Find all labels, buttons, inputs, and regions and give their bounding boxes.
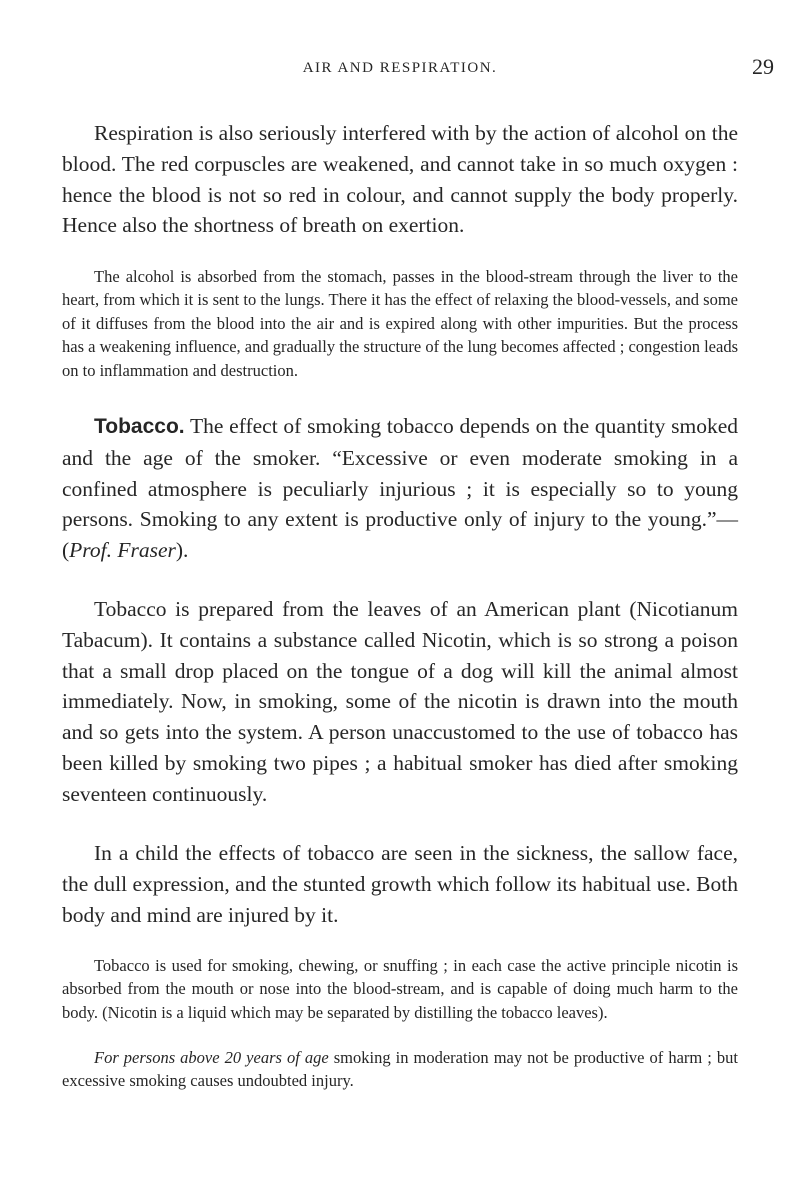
- paragraph-child-effects: In a child the effects of tobacco are seen in the sickness, the sallow face, the dull expression, and the stunted growth which follow its habitual use. Both body and mind are injured by it.: [62, 841, 738, 927]
- paragraph-alcohol-lungs: The alcohol is absorbed from the stomach, passes in the blood-stream through the liver to the heart, from which it is sent to the lungs. There it has the effect of relaxing the blood-vessels, and some of it diffuses from the blood into the air and is expired along with other impurities. But the process has a weakening influence, and gradually the structure of the lung becomes affected ; congestion leads on to inflammation and destruction.: [62, 267, 738, 380]
- paragraph-nicotin: Tobacco is prepared from the leaves of an American plant (Nicotianum Tabacum). It contains a substance called Nicotin, which is so strong a poison that a small drop placed on the tongue of a dog will kill the animal almost immediately. Now, in smoking, some of the nicotin is drawn into the mouth and so gets into the system. A person unaccustomed to the use of tobacco has been killed by smoking two pipes ; a habitual smoker has died after smoking seventeen continuously.: [62, 597, 738, 806]
- tobacco-intro-text: The effect of smoking tobacco depends on the quantity smoked and the age of the smoker. “Excessive or even moderate smoking in a confined atmosphere is peculiarly injurious ; it is especially so to young persons. Smoking to any extent is productive only of injury to the young.”—(: [62, 414, 738, 563]
- paragraph-tobacco-intro: [62, 411, 738, 566]
- running-title: AIR AND RESPIRATION.: [302, 60, 498, 76]
- adults-lead: For persons above 20 years of age: [94, 1048, 329, 1067]
- citation-close: ).: [175, 538, 189, 563]
- page-number: 29: [752, 54, 774, 79]
- citation: Prof. Fraser: [69, 538, 176, 563]
- paragraph-adults: [62, 1046, 738, 1093]
- adults-text: smoking in moderation may not be productive of harm ; but excessive smoking causes undoubted injury.: [62, 1048, 738, 1091]
- paragraph-tobacco-use: Tobacco is used for smoking, chewing, or snuffing ; in each case the active principle nicotin is absorbed from the mouth or nose into the blood-stream, and is capable of doing much harm to the body. (Nicotin is a liquid which may be separated by distilling the tobacco leaves).: [62, 956, 738, 1022]
- section-heading-tobacco: Tobacco.: [94, 415, 185, 438]
- paragraph-alcohol-blood: Respiration is also seriously interfered with by the action of alcohol on the blood. The red corpuscles are weakened, and cannot take in so much oxygen : hence the blood is not so red in colour, and cannot supply the body properly. Hence also the shortness of breath on exertion.: [62, 121, 738, 238]
